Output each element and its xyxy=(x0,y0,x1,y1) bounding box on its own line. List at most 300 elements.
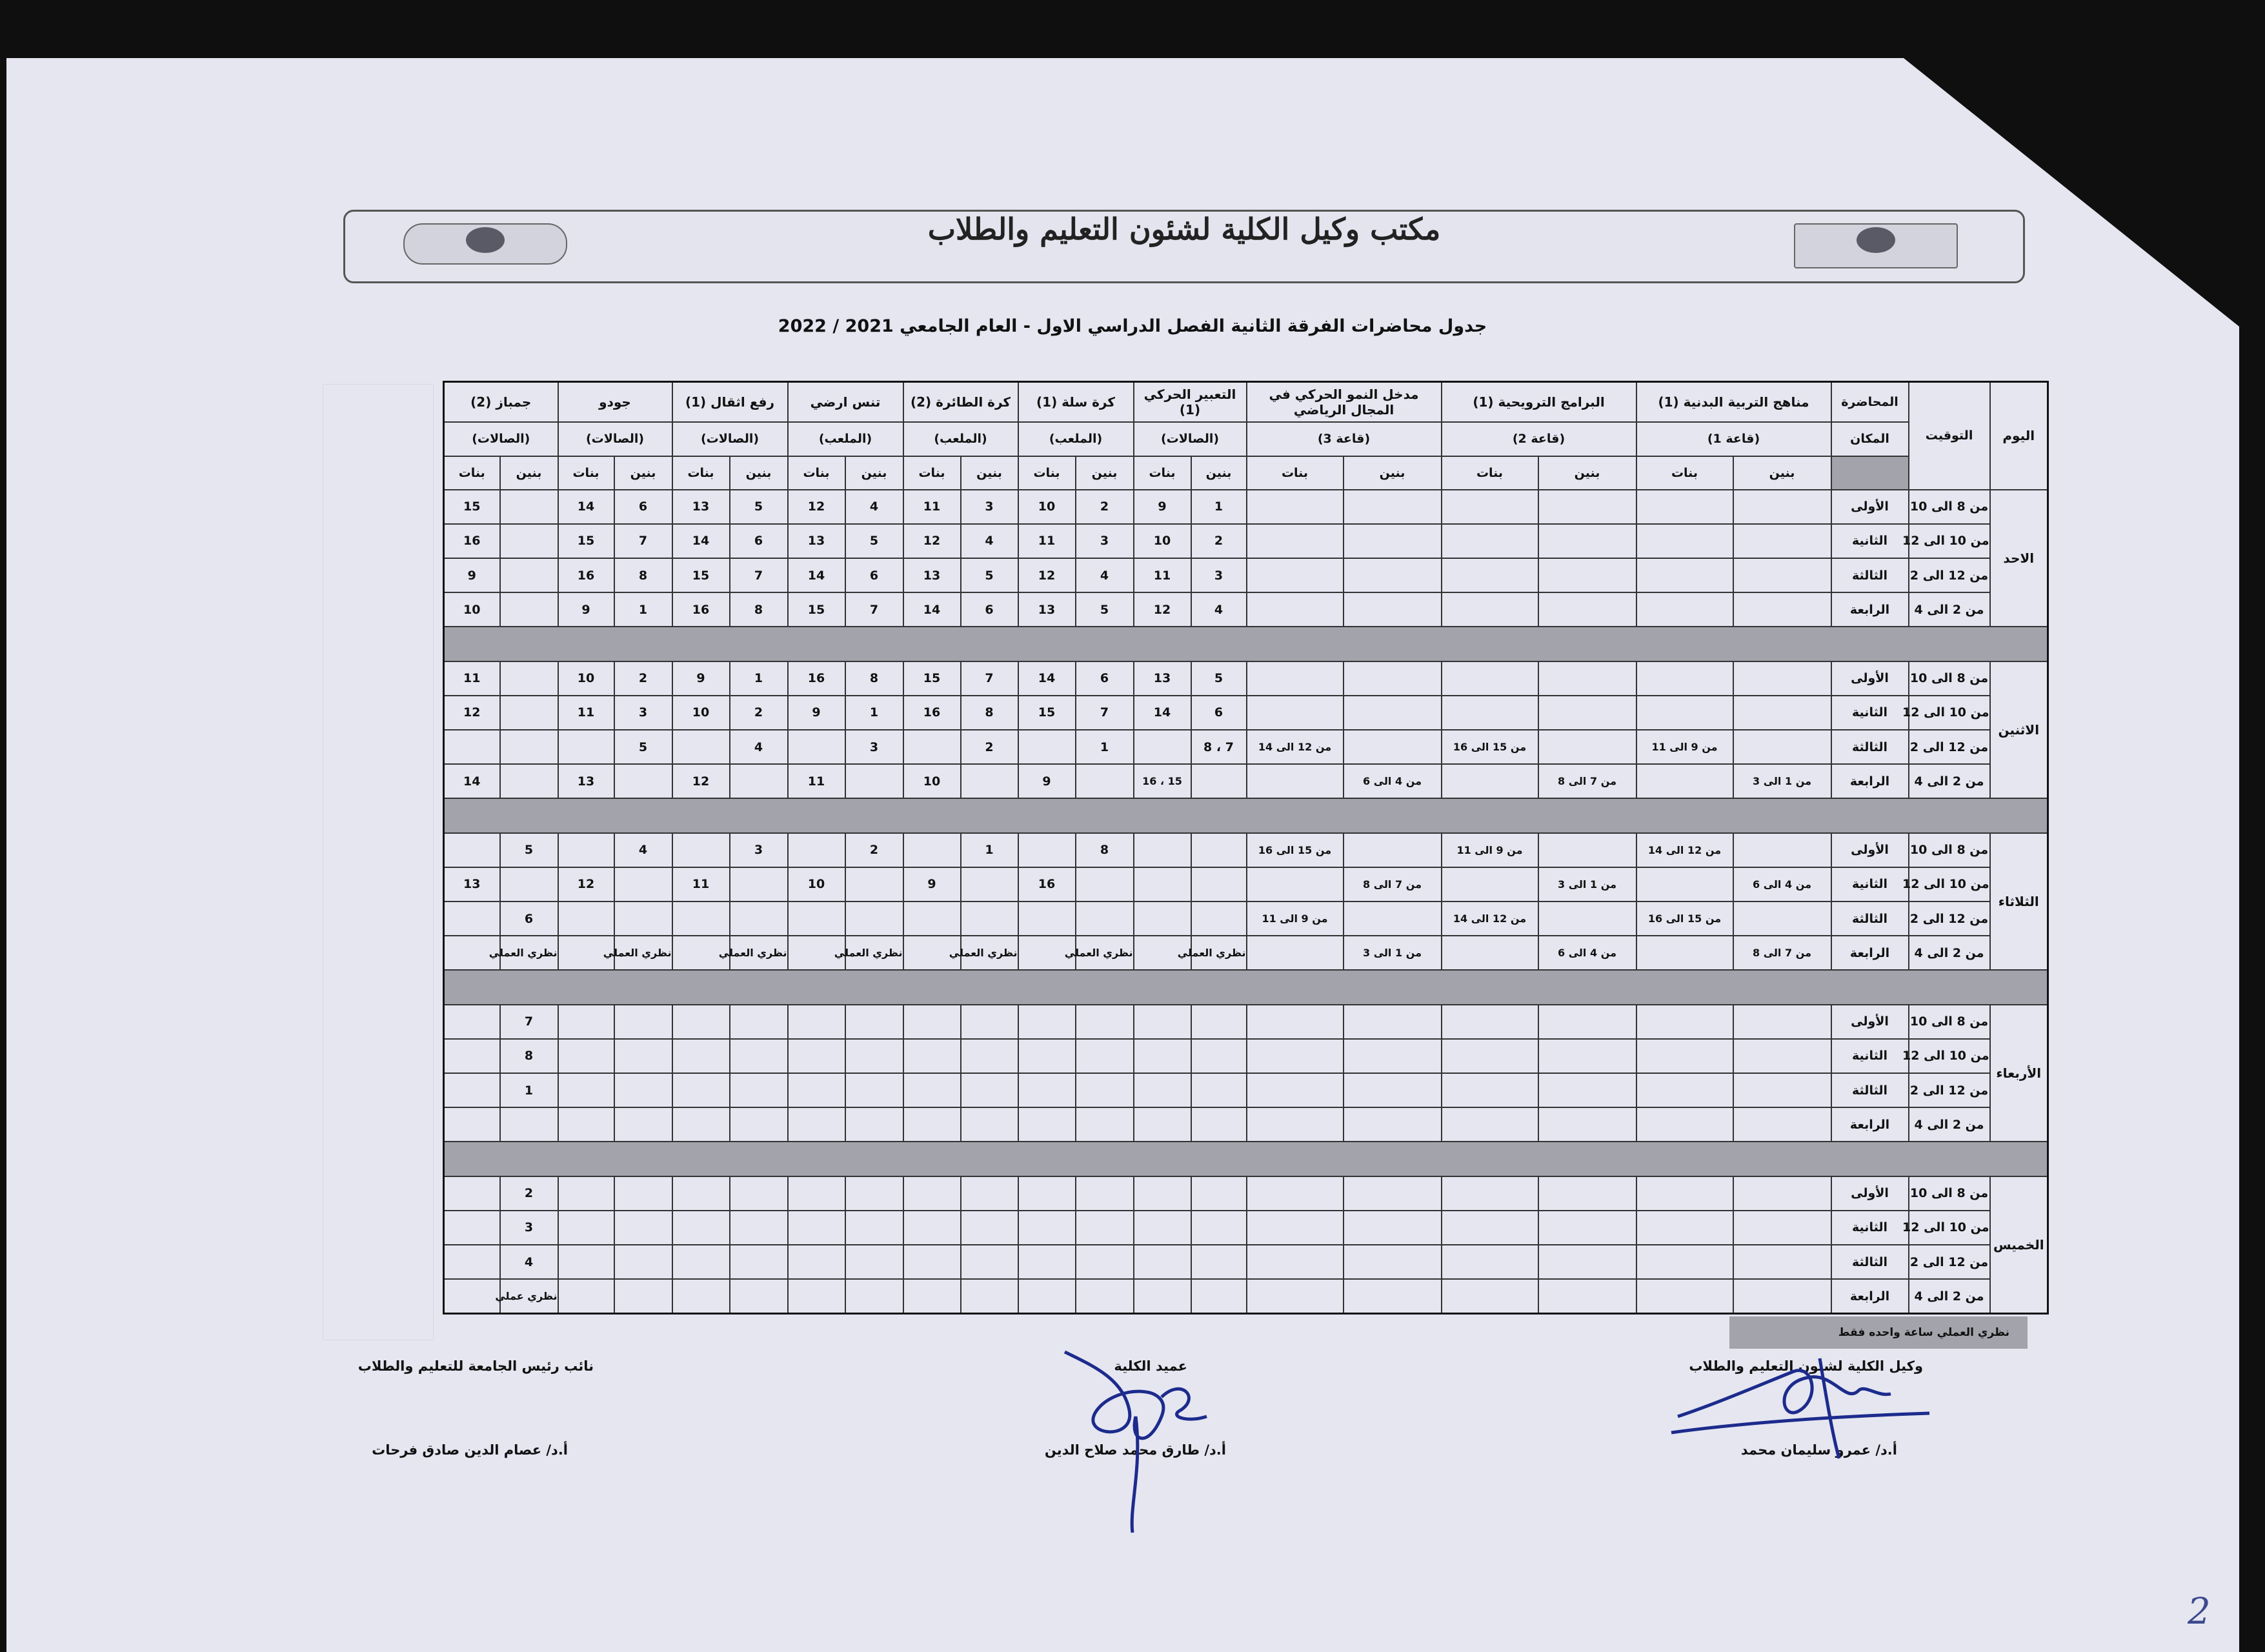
boys-group-cell: 7 xyxy=(500,1005,558,1039)
vice-president-title: نائب رئيس الجامعة للتعليم والطلاب xyxy=(357,1358,594,1374)
girls-group-cell: 12 xyxy=(1018,558,1076,592)
girls-group-cell xyxy=(672,1005,730,1039)
girls-group-cell: 15 ، 16 xyxy=(1134,764,1191,798)
boys-group-cell: 6 xyxy=(614,490,672,524)
boys-group-cell: 7 xyxy=(1076,696,1134,730)
girls-header: بنات xyxy=(1247,456,1344,490)
girls-group-cell: 15 xyxy=(1018,696,1076,730)
subject-place: (قاعة 1) xyxy=(1636,422,1831,456)
boys-header: بنين xyxy=(500,456,558,490)
boys-group-cell xyxy=(1344,696,1442,730)
girls-group-cell: 11 xyxy=(1018,524,1076,558)
boys-group-cell: 5 xyxy=(845,524,903,558)
boys-group-cell xyxy=(1191,1279,1247,1313)
girls-group-cell xyxy=(1247,558,1344,592)
boys-group-cell xyxy=(1344,730,1442,764)
girls-group-cell xyxy=(1247,1107,1344,1142)
boys-group-cell xyxy=(1733,490,1831,524)
boys-group-cell xyxy=(500,558,558,592)
lecture-number: الرابعة xyxy=(1831,1107,1909,1142)
girls-group-cell xyxy=(1018,1107,1076,1142)
boys-group-cell: من 7 الى 8 xyxy=(1733,936,1831,970)
boys-group-cell xyxy=(845,1039,903,1073)
girls-group-cell xyxy=(1134,1073,1191,1107)
boys-group-cell xyxy=(1076,902,1134,936)
header-time: التوقيت xyxy=(1909,382,1990,490)
girls-group-cell xyxy=(558,902,614,936)
boys-group-cell: 5 xyxy=(1191,661,1247,696)
girls-group-cell xyxy=(1247,764,1344,798)
footer-note: نظري العملي ساعة واحده فقط xyxy=(1729,1316,2028,1349)
boys-group-cell: 5 xyxy=(730,490,788,524)
girls-group-cell xyxy=(903,1107,961,1142)
boys-group-cell xyxy=(1191,833,1247,867)
girls-header: بنات xyxy=(1636,456,1733,490)
lecture-number: الرابعة xyxy=(1831,764,1909,798)
boys-group-cell xyxy=(1344,1176,1442,1211)
boys-group-cell: 3 xyxy=(1191,558,1247,592)
girls-group-cell xyxy=(1442,1211,1538,1245)
girls-group-cell xyxy=(1636,1245,1733,1279)
girls-group-cell: 14 xyxy=(1134,696,1191,730)
time-slot: من 8 الى 10 xyxy=(1909,1176,1990,1211)
girls-group-cell: 13 xyxy=(444,867,500,902)
boys-group-cell xyxy=(500,524,558,558)
boys-group-cell xyxy=(730,1176,788,1211)
girls-group-cell xyxy=(1247,1176,1344,1211)
boys-group-cell xyxy=(1344,833,1442,867)
girls-group-cell xyxy=(1247,592,1344,627)
boys-group-cell: 3 xyxy=(730,833,788,867)
girls-group-cell xyxy=(1442,524,1538,558)
time-slot: من 10 الى 12 xyxy=(1909,696,1990,730)
girls-group-cell xyxy=(903,902,961,936)
lecture-number: الرابعة xyxy=(1831,592,1909,627)
schedule-row xyxy=(444,936,2048,970)
girls-group-cell xyxy=(1442,1039,1538,1073)
boys-header: بنين xyxy=(845,456,903,490)
girls-group-cell xyxy=(672,1107,730,1142)
schedule-header xyxy=(444,382,2048,490)
schedule-row xyxy=(444,1039,2048,1073)
boys-group-cell xyxy=(1733,1005,1831,1039)
boys-group-cell xyxy=(845,1073,903,1107)
boys-group-cell: 4 xyxy=(614,833,672,867)
boys-group-cell xyxy=(614,1039,672,1073)
time-slot: من 12 الى 2 xyxy=(1909,902,1990,936)
boys-group-cell: 6 xyxy=(961,592,1018,627)
boys-group-cell xyxy=(845,902,903,936)
boys-group-cell xyxy=(614,902,672,936)
subject-header: جمباز (2) xyxy=(444,382,558,422)
boys-group-cell xyxy=(1538,1107,1636,1142)
header-day: اليوم xyxy=(1990,382,2048,490)
dean-name: أ.د/ طارق محمد صلاح الدين xyxy=(1044,1442,1226,1458)
time-slot: من 8 الى 10 xyxy=(1909,661,1990,696)
boys-group-cell xyxy=(961,1279,1018,1313)
girls-group-cell xyxy=(1636,764,1733,798)
girls-group-cell: من 12 الى 14 xyxy=(1442,902,1538,936)
time-slot: من 10 الى 12 xyxy=(1909,1211,1990,1245)
girls-group-cell: 10 xyxy=(672,696,730,730)
girls-group-cell: 11 xyxy=(672,867,730,902)
girls-group-cell xyxy=(788,730,845,764)
girls-group-cell: 11 xyxy=(558,696,614,730)
girls-group-cell xyxy=(788,1176,845,1211)
boys-group-cell: 5 xyxy=(961,558,1018,592)
boys-group-cell xyxy=(1076,1245,1134,1279)
boys-group-cell: 3 xyxy=(961,490,1018,524)
boys-group-cell xyxy=(730,1039,788,1073)
girls-group-cell xyxy=(558,1107,614,1142)
girls-group-cell: 13 xyxy=(903,558,961,592)
boys-group-cell xyxy=(1191,1107,1247,1142)
header-place: المكان xyxy=(1831,422,1909,456)
boys-group-cell: 7 xyxy=(845,592,903,627)
lecture-number: الأولى xyxy=(1831,661,1909,696)
girls-group-cell: 11 xyxy=(788,764,845,798)
girls-group-cell: 16 xyxy=(788,661,845,696)
boys-group-cell xyxy=(1733,1279,1831,1313)
boys-header: بنين xyxy=(1076,456,1134,490)
boys-group-cell: 3 xyxy=(1076,524,1134,558)
subject-header: جودو xyxy=(558,382,672,422)
schedule-row xyxy=(444,1279,2048,1313)
boys-group-cell: 2 xyxy=(961,730,1018,764)
girls-group-cell xyxy=(444,902,500,936)
boys-group-cell: 2 xyxy=(845,833,903,867)
boys-group-cell xyxy=(1538,902,1636,936)
girls-group-cell xyxy=(788,1073,845,1107)
boys-group-cell: 7 xyxy=(730,558,788,592)
girls-group-cell xyxy=(444,730,500,764)
subject-header: كرة سلة (1) xyxy=(1018,382,1134,422)
boys-group-cell: 1 xyxy=(1191,490,1247,524)
boys-group-cell xyxy=(614,1176,672,1211)
girls-group-cell: 12 xyxy=(444,696,500,730)
girls-group-cell xyxy=(1018,1211,1076,1245)
girls-group-cell xyxy=(1018,1005,1076,1039)
boys-group-cell xyxy=(500,696,558,730)
girls-group-cell xyxy=(1636,524,1733,558)
girls-group-cell xyxy=(903,1073,961,1107)
lecture-number: الثالثة xyxy=(1831,730,1909,764)
boys-group-cell xyxy=(1344,558,1442,592)
girls-group-cell xyxy=(1442,1176,1538,1211)
boys-group-cell xyxy=(961,764,1018,798)
separator-cell xyxy=(444,627,2048,661)
girls-group-cell xyxy=(1636,1279,1733,1313)
boys-group-cell: نظري العملي xyxy=(845,936,903,970)
boys-header: بنين xyxy=(1538,456,1636,490)
girls-group-cell xyxy=(1636,867,1733,902)
girls-group-cell xyxy=(1636,696,1733,730)
girls-group-cell xyxy=(558,1279,614,1313)
girls-group-cell xyxy=(788,1245,845,1279)
separator-cell xyxy=(444,798,2048,832)
boys-group-cell xyxy=(730,867,788,902)
girls-group-cell: 9 xyxy=(1018,764,1076,798)
subject-place: (الصالات) xyxy=(672,422,788,456)
girls-group-cell: 13 xyxy=(1018,592,1076,627)
boys-header: بنين xyxy=(961,456,1018,490)
girls-group-cell xyxy=(1636,1073,1733,1107)
boys-group-cell xyxy=(500,764,558,798)
subject-place: (قاعة 3) xyxy=(1247,422,1442,456)
girls-header: بنات xyxy=(558,456,614,490)
boys-group-cell xyxy=(845,867,903,902)
girls-group-cell xyxy=(903,1005,961,1039)
time-slot: من 12 الى 2 xyxy=(1909,730,1990,764)
boys-group-cell xyxy=(1538,558,1636,592)
boys-group-cell: 1 xyxy=(845,696,903,730)
boys-group-cell: 6 xyxy=(730,524,788,558)
subject-header: مناهج التربية البدنية (1) xyxy=(1636,382,1831,422)
boys-group-cell: 5 xyxy=(1076,592,1134,627)
boys-group-cell xyxy=(1538,833,1636,867)
girls-header: بنات xyxy=(672,456,730,490)
letterhead-frame xyxy=(343,210,2025,283)
girls-group-cell xyxy=(1442,1073,1538,1107)
schedule-body xyxy=(444,490,2048,1314)
girls-group-cell xyxy=(1018,1073,1076,1107)
schedule-row xyxy=(444,764,2048,798)
boys-group-cell xyxy=(614,1107,672,1142)
faint-table-bleed xyxy=(323,384,434,1340)
lecture-number: الثالثة xyxy=(1831,1073,1909,1107)
girls-group-cell xyxy=(1134,1005,1191,1039)
girls-group-cell xyxy=(1247,867,1344,902)
girls-header: بنات xyxy=(903,456,961,490)
boys-group-cell xyxy=(961,902,1018,936)
girls-group-cell xyxy=(444,1176,500,1211)
girls-group-cell: 12 xyxy=(672,764,730,798)
boys-group-cell: من 1 الى 3 xyxy=(1733,764,1831,798)
girls-group-cell xyxy=(1636,1211,1733,1245)
boys-group-cell xyxy=(845,764,903,798)
boys-group-cell xyxy=(1076,1107,1134,1142)
boys-group-cell: 8 xyxy=(1076,833,1134,867)
boys-group-cell: 1 xyxy=(614,592,672,627)
boys-group-cell xyxy=(1733,592,1831,627)
girls-group-cell xyxy=(444,833,500,867)
boys-group-cell xyxy=(1733,1211,1831,1245)
girls-group-cell xyxy=(1247,1279,1344,1313)
subject-header: مدخل النمو الحركي في المجال الرياضي xyxy=(1247,382,1442,422)
boys-group-cell xyxy=(845,1245,903,1279)
subject-header: تنس ارضي xyxy=(788,382,903,422)
girls-group-cell: 9 xyxy=(788,696,845,730)
girls-group-cell: 9 xyxy=(1134,490,1191,524)
girls-group-cell xyxy=(903,833,961,867)
schedule-row xyxy=(444,490,2048,524)
boys-group-cell xyxy=(1076,1211,1134,1245)
girls-group-cell xyxy=(1247,936,1344,970)
girls-group-cell: 16 xyxy=(672,592,730,627)
girls-group-cell xyxy=(558,730,614,764)
girls-group-cell: 9 xyxy=(444,558,500,592)
boys-group-cell: 1 xyxy=(730,661,788,696)
subject-place: (الصالات) xyxy=(1134,422,1247,456)
girls-group-cell xyxy=(903,1245,961,1279)
girls-group-cell xyxy=(1134,1211,1191,1245)
subject-place: (الملعب) xyxy=(1018,422,1134,456)
boys-group-cell: نظري العملي xyxy=(614,936,672,970)
boys-group-cell: 3 xyxy=(500,1211,558,1245)
subject-place: (الصالات) xyxy=(558,422,672,456)
girls-group-cell: 10 xyxy=(558,661,614,696)
boys-group-cell xyxy=(500,867,558,902)
subject-place: (الملعب) xyxy=(903,422,1018,456)
subject-header: التعبير الحركي (1) xyxy=(1134,382,1247,422)
boys-group-cell: 4 xyxy=(730,730,788,764)
boys-group-cell xyxy=(1538,1279,1636,1313)
lecture-number: الثانية xyxy=(1831,1039,1909,1073)
girls-group-cell xyxy=(1018,1176,1076,1211)
girls-group-cell: 15 xyxy=(672,558,730,592)
girls-group-cell xyxy=(1442,490,1538,524)
schedule-row xyxy=(444,833,2048,867)
girls-group-cell xyxy=(1134,1279,1191,1313)
boys-group-cell: 1 xyxy=(961,833,1018,867)
boys-group-cell: 5 xyxy=(500,833,558,867)
girls-group-cell xyxy=(672,833,730,867)
schedule-row xyxy=(444,1245,2048,1279)
girls-group-cell xyxy=(788,1005,845,1039)
day-name: الاثنين xyxy=(1990,661,2048,799)
boys-group-cell xyxy=(1733,1073,1831,1107)
time-slot: من 10 الى 12 xyxy=(1909,867,1990,902)
girls-group-cell xyxy=(672,1176,730,1211)
girls-group-cell xyxy=(672,730,730,764)
boys-header: بنين xyxy=(1733,456,1831,490)
time-slot: من 2 الى 4 xyxy=(1909,936,1990,970)
boys-group-cell xyxy=(614,1245,672,1279)
vice-dean-name: أ.د/ عمرو سليمان محمد xyxy=(1740,1442,1897,1458)
girls-group-cell xyxy=(1442,936,1538,970)
boys-group-cell: 1 xyxy=(500,1073,558,1107)
girls-group-cell: 15 xyxy=(788,592,845,627)
girls-group-cell xyxy=(672,902,730,936)
girls-group-cell: 15 xyxy=(558,524,614,558)
girls-group-cell xyxy=(1636,592,1733,627)
boys-group-cell xyxy=(500,592,558,627)
vice-president-name: أ.د/ عصام الدين صادق فرحات xyxy=(372,1442,568,1458)
boys-group-cell xyxy=(1344,1005,1442,1039)
lecture-number: الثالثة xyxy=(1831,902,1909,936)
boys-group-cell: 7 xyxy=(961,661,1018,696)
girls-group-cell xyxy=(444,1211,500,1245)
boys-group-cell: 5 xyxy=(614,730,672,764)
time-slot: من 12 الى 2 xyxy=(1909,558,1990,592)
boys-group-cell: 6 xyxy=(845,558,903,592)
girls-group-cell xyxy=(444,1245,500,1279)
boys-group-cell: 6 xyxy=(1191,696,1247,730)
subject-place: (الملعب) xyxy=(788,422,903,456)
boys-group-cell xyxy=(1538,1245,1636,1279)
girls-group-cell xyxy=(444,1005,500,1039)
boys-group-cell: 2 xyxy=(1191,524,1247,558)
girls-group-cell xyxy=(788,902,845,936)
boys-group-cell xyxy=(1733,1107,1831,1142)
girls-group-cell xyxy=(1018,730,1076,764)
girls-group-cell xyxy=(444,1073,500,1107)
girls-group-cell: 16 xyxy=(1018,867,1076,902)
girls-group-cell xyxy=(788,1039,845,1073)
girls-group-cell xyxy=(1247,1005,1344,1039)
girls-header: بنات xyxy=(788,456,845,490)
boys-group-cell: 3 xyxy=(614,696,672,730)
girls-group-cell: 10 xyxy=(1018,490,1076,524)
boys-group-cell xyxy=(1076,1073,1134,1107)
boys-group-cell xyxy=(1191,764,1247,798)
boys-group-cell xyxy=(961,867,1018,902)
girls-group-cell xyxy=(1442,558,1538,592)
boys-group-cell: نظري العملي xyxy=(500,936,558,970)
boys-group-cell xyxy=(845,1005,903,1039)
girls-group-cell: 10 xyxy=(903,764,961,798)
day-name: الاحد xyxy=(1990,490,2048,627)
girls-group-cell: من 15 الى 16 xyxy=(1636,902,1733,936)
girls-group-cell: 10 xyxy=(1134,524,1191,558)
boys-group-cell xyxy=(1538,490,1636,524)
boys-group-cell xyxy=(1344,661,1442,696)
girls-group-cell xyxy=(1636,661,1733,696)
day-name: الثلاثاء xyxy=(1990,833,2048,971)
boys-group-cell xyxy=(1733,696,1831,730)
dean-signature xyxy=(1052,1339,1220,1533)
girls-group-cell: 12 xyxy=(788,490,845,524)
boys-group-cell xyxy=(1538,592,1636,627)
boys-group-cell xyxy=(500,490,558,524)
time-slot: من 8 الى 10 xyxy=(1909,490,1990,524)
girls-group-cell: 9 xyxy=(903,867,961,902)
boys-group-cell: 8 xyxy=(961,696,1018,730)
schedule-row xyxy=(444,867,2048,902)
boys-group-cell xyxy=(500,1107,558,1142)
time-slot: من 8 الى 10 xyxy=(1909,833,1990,867)
girls-group-cell xyxy=(1442,1279,1538,1313)
girls-group-cell: من 9 الى 11 xyxy=(1442,833,1538,867)
boys-group-cell xyxy=(845,1211,903,1245)
girls-group-cell xyxy=(1018,1279,1076,1313)
boys-group-cell xyxy=(1538,1039,1636,1073)
boys-group-cell xyxy=(1191,1005,1247,1039)
boys-group-cell: 3 xyxy=(845,730,903,764)
boys-group-cell xyxy=(1191,1176,1247,1211)
boys-group-cell: 4 xyxy=(961,524,1018,558)
girls-group-cell xyxy=(558,1073,614,1107)
girls-group-cell xyxy=(1134,1107,1191,1142)
lecture-number: الأولى xyxy=(1831,833,1909,867)
girls-group-cell xyxy=(558,1211,614,1245)
boys-group-cell: نظري عملي xyxy=(500,1279,558,1313)
boys-group-cell: 6 xyxy=(1076,661,1134,696)
boys-group-cell xyxy=(1076,1005,1134,1039)
schedule-row xyxy=(444,524,2048,558)
lecture-number: الأولى xyxy=(1831,1005,1909,1039)
girls-group-cell: 12 xyxy=(903,524,961,558)
boys-group-cell xyxy=(1344,902,1442,936)
boys-group-cell: 8 xyxy=(845,661,903,696)
girls-group-cell: 13 xyxy=(672,490,730,524)
time-slot: من 2 الى 4 xyxy=(1909,1107,1990,1142)
girls-group-cell xyxy=(788,833,845,867)
dean-title: عميد الكلية xyxy=(1114,1358,1187,1374)
lecture-number: الأولى xyxy=(1831,1176,1909,1211)
boys-group-cell: من 4 الى 6 xyxy=(1733,867,1831,902)
time-slot: من 2 الى 4 xyxy=(1909,592,1990,627)
